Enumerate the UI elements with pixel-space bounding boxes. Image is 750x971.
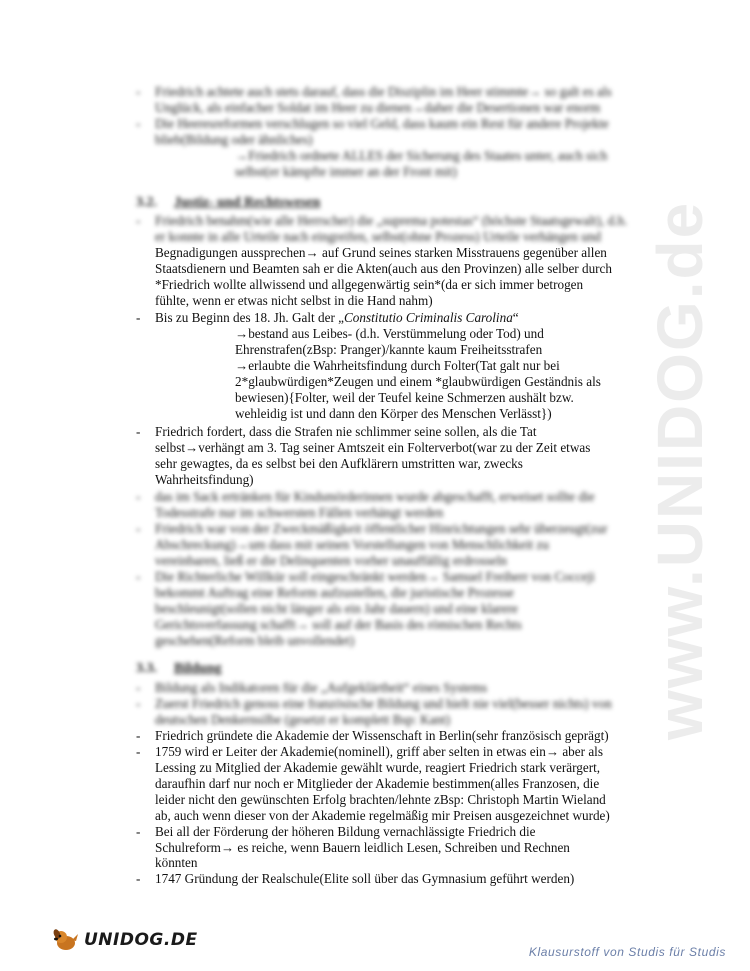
section-heading-justiz bbox=[136, 194, 320, 212]
bullet: - bbox=[136, 680, 141, 695]
bullet: - bbox=[136, 84, 141, 99]
blurred-line: beschleunigt(sollen nicht länger als ein Jahr dauern) und eine klarere bbox=[155, 601, 518, 616]
paragraph-line: 1759 wird er Leiter der Akademie(nominell), griff aber selten in etwas ein→ aber als bbox=[155, 744, 603, 759]
bullet: - bbox=[136, 824, 141, 839]
paragraph-line: selbst→verhängt am 3. Tag seiner Amtszeit ein Folterverbot(war zu der Zeit etwas bbox=[155, 440, 591, 455]
blurred-line: Zuerst Friedrich genoss eine französische Bildung und hielt nie viel(besser nichts) von bbox=[155, 696, 612, 711]
footer-slogan: Klausurstoff von Studis für Studis bbox=[528, 945, 726, 959]
blurred-line: →Friedrich ordnete ALLES der Sicherung des Staates unter, auch sich bbox=[235, 148, 608, 163]
paragraph-line: →erlaubte die Wahrheitsfindung durch Folter(Tat galt nur bei bbox=[235, 358, 560, 373]
bullet: - bbox=[136, 521, 141, 536]
paragraph-line: bewiesen){Folter, weil der Teufel keine Schmerzen aushält bzw. bbox=[235, 390, 574, 405]
paragraph-line: Schulreform→ es reiche, wenn Bauern leidlich Lesen, Schreiben und Rechnen bbox=[155, 840, 570, 855]
blurred-line: Die Heeresreformen verschlugen so viel Geld, dass kaum ein Rest für andere Projekte bbox=[155, 116, 609, 131]
blurred-line: Friedrich achtete auch stets darauf, dass die Disziplin im Heer stimmte→ so galt es als bbox=[155, 84, 612, 99]
blurred-line: blieb(Bildung oder ähnliches) bbox=[155, 132, 313, 147]
section-title: Bildung bbox=[174, 661, 222, 676]
paragraph-line: 1747 Gründung der Realschule(Elite soll über das Gymnasium geführt werden) bbox=[155, 871, 575, 886]
paragraph-line: →bestand aus Leibes- (d.h. Verstümmelung oder Tod) und bbox=[235, 326, 544, 341]
blurred-line: bekommt Auftrag eine Reform aufzustellen, die juristische Prozesse bbox=[155, 585, 514, 600]
bullet: - bbox=[136, 871, 141, 886]
section-title: Justiz- und Rechtswesen bbox=[174, 195, 321, 210]
section-number: 3.3. bbox=[136, 661, 157, 676]
bullet: - bbox=[136, 489, 141, 504]
bullet: - bbox=[136, 424, 141, 439]
bullet: - bbox=[136, 569, 141, 584]
paragraph-line: sehr gewagtes, da es selbst bei den Aufklärern umstritten war, zwecks bbox=[155, 456, 523, 471]
paragraph-line: ab, auch wenn dieser von der Akademie regelmäßig mir Preisen ausgezeichnet wurde) bbox=[155, 808, 610, 823]
bullet: - bbox=[136, 744, 141, 759]
paragraph-line: Friedrich gründete die Akademie der Wissenschaft in Berlin(sehr französisch geprägt) bbox=[155, 728, 609, 743]
unidog-logo[interactable] bbox=[52, 928, 198, 952]
watermark: www.UNIDOG.de bbox=[644, 200, 716, 740]
bullet: - bbox=[136, 213, 141, 228]
bullet: - bbox=[136, 310, 141, 325]
blurred-line: Gerichtsverfassung schafft→ soll auf der Basis des römischen Rechts bbox=[155, 617, 522, 632]
paragraph-line: daraufhin darf nur noch er Mitglieder der Akademie bestimmen(alles Franzosen, die bbox=[155, 776, 600, 791]
blurred-line: vereinbaren, ließ er die Delinquenten vorher unauffällig erdrosseln bbox=[155, 553, 508, 568]
blurred-line: das im Sack ertränken für Kindsmörderinnen wurde abgeschafft, erweiset sollte die bbox=[155, 489, 595, 504]
paragraph-line: Begnadigungen aussprechen→ auf Grund seines starken Misstrauens gegenüber allen bbox=[155, 245, 607, 260]
blurred-line: Abschreckung)→um dass mit seinen Vorstellungen von Menschlichkeit zu bbox=[155, 537, 549, 552]
blurred-line: Friedrich war von der Zweckmäßigkeit öffentlicher Hinrichtungen sehr überzeugt(zur bbox=[155, 521, 608, 536]
blurred-line: geschehen(Reform bleib unvollendet) bbox=[155, 633, 355, 648]
blurred-line: er konnte in alle Urteile nach eingreifen, selbst(ohne Prozess) Urteile verhängen und bbox=[155, 229, 602, 244]
bullet: - bbox=[136, 728, 141, 743]
blurred-line: deutschen Denkernsilbe (gesetzt er komplett Bsp: Kant) bbox=[155, 712, 451, 727]
paragraph-line: Friedrich fordert, dass die Strafen nie schlimmer seine sollen, als die Tat bbox=[155, 424, 537, 439]
carolina-pre: Bis zu Beginn des 18. Jh. Galt der „ bbox=[155, 310, 344, 325]
paragraph-line: *Friedrich wollte allwissend und allgegenwärtig sein*(da er sich immer betrogen bbox=[155, 277, 584, 292]
section-heading-bildung bbox=[136, 660, 221, 678]
paragraph-line: könnten bbox=[155, 855, 198, 870]
paragraph-line: fühlte, wenn er etwas nicht selbst in die Hand nahm) bbox=[155, 293, 433, 308]
blurred-line: Friedrich benahm(wie alle Herrscher) die „suprema potestas“ (höchste Staatsgewalt), d.h. bbox=[155, 213, 628, 228]
section-number: 3.2. bbox=[136, 195, 157, 210]
paragraph-line: leider nicht den gewünschten Erfolg brachten/lehnte zBsp: Christoph Martin Wieland bbox=[155, 792, 606, 807]
blurred-line: selbst(er kämpfte immer an der Front mit) bbox=[235, 164, 457, 179]
carolina-title: Constitutio Criminalis Carolina bbox=[344, 310, 513, 325]
paragraph-line: 2*glaubwürdigen*Zeugen und einem *glaubwürdigen Geständnis als bbox=[235, 374, 601, 389]
paragraph-line: wehleidig ist und dann den Körper des Menschen Verlässt}) bbox=[235, 406, 552, 421]
paragraph-line: Bei all der Förderung der höheren Bildung vernachlässigte Friedrich die bbox=[155, 824, 536, 839]
carolina-line bbox=[155, 310, 655, 326]
paragraph-line: Staatsdienern und Beamten sah er die Akten(auch aus den Provinzen) alle selber durch bbox=[155, 261, 613, 276]
dog-mascot-icon bbox=[52, 928, 80, 952]
blurred-line: Unglück, als einfacher Soldat im Heer zu dienen→daher die Desertionen war enorm bbox=[155, 100, 601, 115]
blurred-line: Bildung als Indikatoren für die „Aufgeklärtheit“ eines Systems bbox=[155, 680, 488, 695]
carolina-post: “ bbox=[512, 310, 519, 325]
paragraph-line: Wahrheitsfindung) bbox=[155, 472, 254, 487]
bullet: - bbox=[136, 696, 141, 711]
paragraph-line: Ehrenstrafen(zBsp: Pranger)/kannte kaum Freiheitsstrafen bbox=[235, 342, 543, 357]
bullet: - bbox=[136, 116, 141, 131]
blurred-line: Todesstrafe nur im schwersten Fällen verhängt werden bbox=[155, 505, 444, 520]
blurred-line: Die Richterliche Willkür soll eingeschränkt werden→ Samuel Freiherr von Cocceji bbox=[155, 569, 595, 584]
paragraph-line: Lessing zu Mitglied der Akademie gewählt wurde, reagiert Friedrich stark verärgert, bbox=[155, 760, 601, 775]
logo-text: UNIDOG.DE bbox=[84, 930, 198, 950]
